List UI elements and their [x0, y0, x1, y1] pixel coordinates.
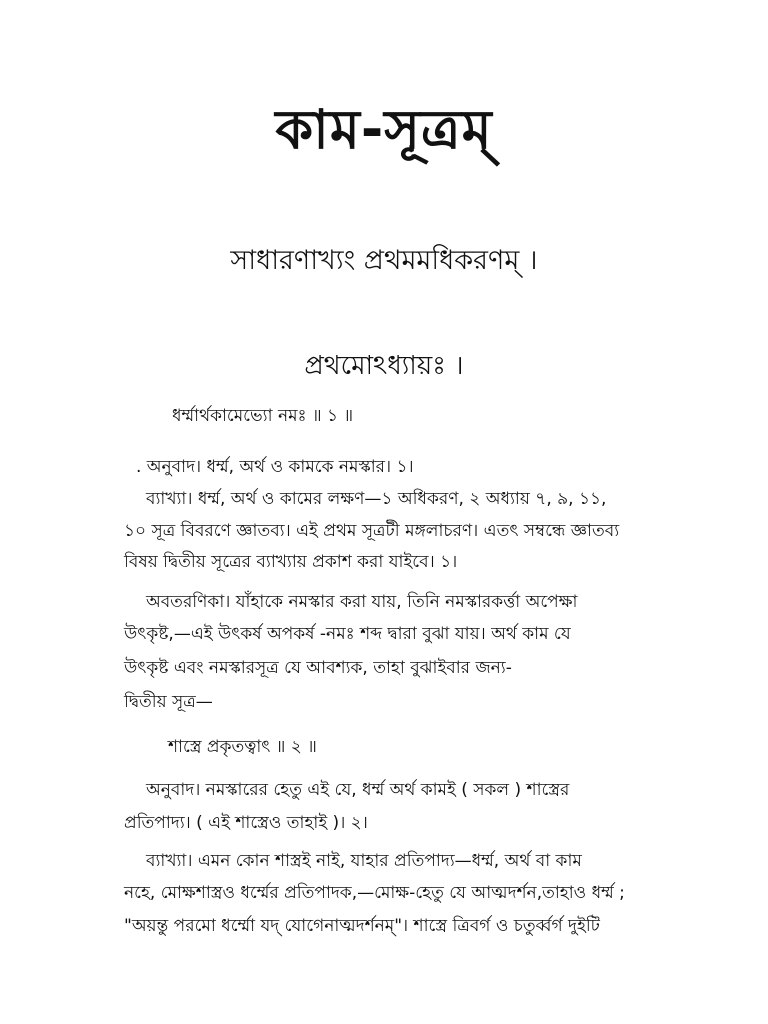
text-line: ব্যাখ্যা। ধর্ম্ম, অর্থ ও কামের লক্ষণ—১ অধিকরণ, ২ অধ্যায় ৭, ৯, ১১, — [146, 489, 607, 509]
book-subtitle: সাধারণাখ্যং প্রথমমধিকরণম্ । — [230, 245, 538, 276]
text-line: নহে, মোক্ষশাস্ত্রও ধর্ম্মের প্রতিপাদক,—মোক্ষ-হেতু যে আত্মদর্শন,তাহাও ধর্ম্ম ; — [124, 883, 625, 903]
sutra-line: ধর্ম্মার্থকামেভ্যো নমঃ ॥ ১ ॥ — [172, 406, 354, 426]
text-line: প্রতিপাদ্য। ( এই শাস্ত্রেও তাহাই )। ২। — [124, 813, 368, 833]
text-line: "অয়ন্তু পরমো ধর্ম্মো যদ্ যোগেনাত্মদর্শনম্"। শাস্ত্রে ত্রিবর্গ ও চতুর্ব্বর্গ দুইটি — [124, 916, 600, 936]
page-title: কাম-সূত্রম্ — [275, 98, 493, 161]
text-line: ব্যাখ্যা। এমন কোন শাস্ত্রই নাই, যাহার প্রতিপাদ্য—ধর্ম্ম, অর্থ বা কাম — [146, 851, 582, 871]
sutra-line: শাস্ত্রে প্রকৃতত্বাৎ ॥ ২ ॥ — [168, 737, 317, 757]
chapter-heading: প্রথমোঽধ্যায়ঃ । — [304, 351, 464, 381]
text-line: অনুবাদ। নমস্কারের হেতু এই যে, ধর্ম্ম অর্থ কামই ( সকল ) শাস্ত্রের — [146, 780, 570, 800]
text-line: ১০ সূত্র বিবরণে জ্ঞাতব্য। এই প্রথম সূত্রটী মঙ্গলাচরণ। এতৎ সম্বন্ধে জ্ঞাতব্য — [124, 521, 620, 541]
text-line: উৎকৃষ্ট,—এই উৎকর্ষ অপকর্ষ -নমঃ শব্দ দ্বারা বুঝা যায়। অর্থ কাম যে — [124, 624, 571, 644]
text-line: . অনুবাদ। ধর্ম্ম, অর্থ ও কামকে নমস্কার। ১। — [136, 457, 414, 477]
text-line: বিষয় দ্বিতীয় সূত্রের ব্যাখ্যায় প্রকাশ করা যাইবে। ১। — [124, 552, 458, 572]
text-line: উৎকৃষ্ট এবং নমস্কারসূত্র যে আবশ্যক, তাহা বুঝাইবার জন্য- — [124, 658, 512, 678]
text-line: অবতরণিকা। যাঁহাকে নমস্কার করা যায়, তিনি নমস্কারকর্ত্তা অপেক্ষা — [146, 592, 578, 612]
text-line: দ্বিতীয় সূত্র— — [124, 692, 213, 712]
